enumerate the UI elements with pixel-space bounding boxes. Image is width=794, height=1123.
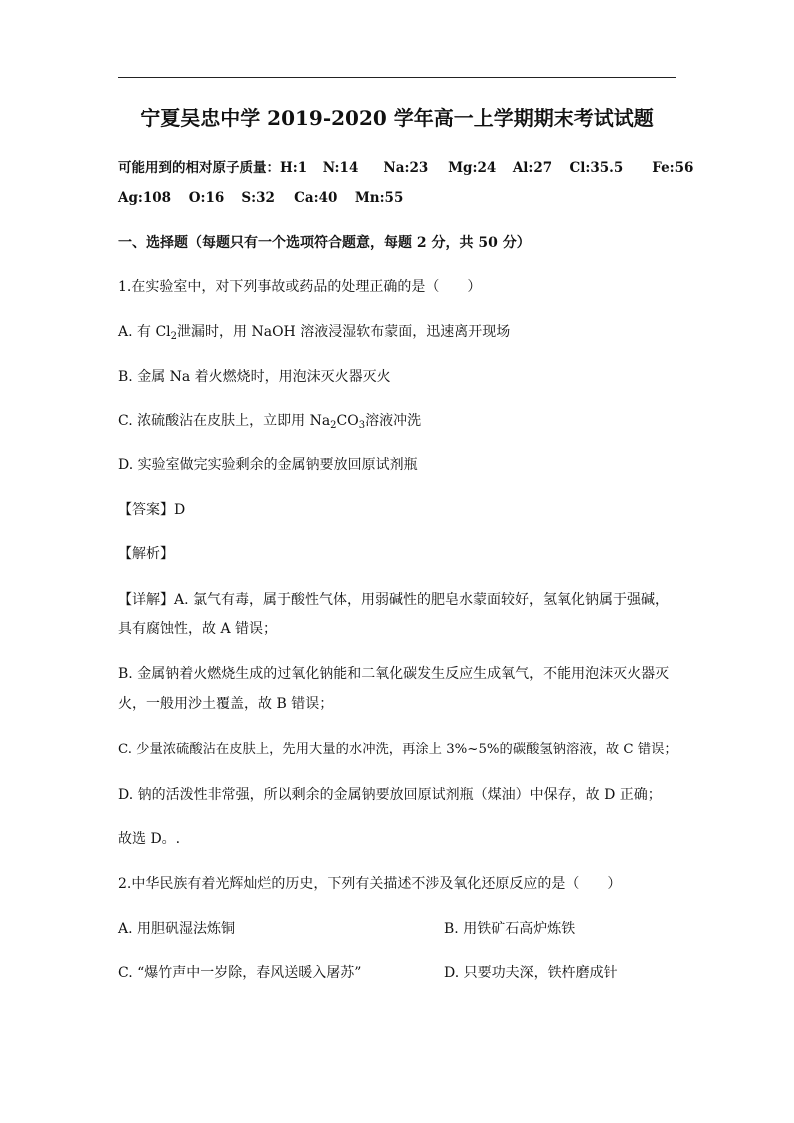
q1-option-a [118,322,510,342]
q1-stem: 1.在实验室中，对下列事故或药品的处理正确的是（ ） [118,279,482,295]
q1-conclusion: 故选 D。. [118,831,181,847]
mass-ca: Ca:40 [294,190,338,206]
header-rule [118,77,676,78]
q1-option-a-pre: A. 有 Cl [118,324,171,340]
q2-stem: 2.中华民族有着光辉灿烂的历史，下列有关描述不涉及氧化还原反应的是（ ） [118,876,622,892]
q1-option-c-sub2: 3 [358,420,366,431]
q1-detail-b-line2: 火，一般用沙土覆盖，故 B 错误； [118,696,334,712]
mass-fe: Fe:56 [652,160,694,176]
q1-option-d: D. 实验室做完实验剩余的金属钠要放回原试剂瓶 [118,457,418,473]
mass-al: Al:27 [512,160,553,176]
page-title: 宁夏吴忠中学 2019-2020 学年高一上学期期末考试试题 [140,106,654,130]
q2-option-d: D. 只要功夫深，铁杵磨成针 [444,965,618,981]
mass-h: H:1 [280,160,308,176]
q1-option-c-mid: CO [336,413,359,429]
q1-option-c-post: 溶液冲洗 [365,413,422,429]
q1-option-b: B. 金属 Na 着火燃烧时，用泡沫灭火器灭火 [118,369,391,385]
q1-option-a-sub: 2 [170,331,178,342]
mass-s: S:32 [241,190,275,206]
q1-answer: 【答案】D [118,502,186,518]
mass-na: Na:23 [383,160,429,176]
mass-ag: Ag:108 [118,190,172,206]
q1-detail-a-line2: 具有腐蚀性，故 A 错误； [118,621,278,637]
atomic-masses-label: 可能用到的相对原子质量： [118,160,280,176]
q2-option-b: B. 用铁矿石高炉炼铁 [444,921,576,937]
mass-o: O:16 [188,190,225,206]
q1-option-c-pre: C. 浓硫酸沾在皮肤上，立即用 Na [118,413,331,429]
section-heading: 一、选择题（每题只有一个选项符合题意，每题 2 分，共 50 分） [118,235,531,251]
mass-cl: Cl:35.5 [569,160,624,176]
q2-option-c: C. “爆竹声中一岁除，春风送暖入屠苏” [118,965,362,981]
q2-option-a: A. 用胆矾湿法炼铜 [118,921,236,937]
mass-mg: Mg:24 [448,160,497,176]
mass-n: N:14 [322,160,359,176]
q1-option-a-post: 泄漏时，用 NaOH 溶液浸湿软布蒙面，迅速离开现场 [177,324,511,340]
q1-option-c [118,411,421,431]
mass-mn: Mn:55 [354,190,404,206]
atomic-masses-row-1 [118,158,693,178]
q1-detail-a-line1: 【详解】A. 氯气有毒，属于酸性气体，用弱碱性的肥皂水蒙面较好，氢氧化钠属于强碱， [118,592,670,608]
q1-detail-c: C. 少量浓硫酸沾在皮肤上，先用大量的水冲洗，再涂上 3%~5%的碳酸氢钠溶液，故 C 错误； [118,742,678,757]
q1-option-c-sub1: 2 [330,420,337,431]
q1-detail-b-line1: B. 金属钠着火燃烧生成的过氧化钠能和二氧化碳发生反应生成氧气，不能用泡沫灭火器灭 [118,666,670,682]
atomic-masses-row-2 [118,188,403,208]
q1-detail-d: D. 钠的活泼性非常强，所以剩余的金属钠要放回原试剂瓶（煤油）中保存，故 D 正确； [118,787,662,803]
q1-analysis-label: 【解析】 [118,546,174,562]
